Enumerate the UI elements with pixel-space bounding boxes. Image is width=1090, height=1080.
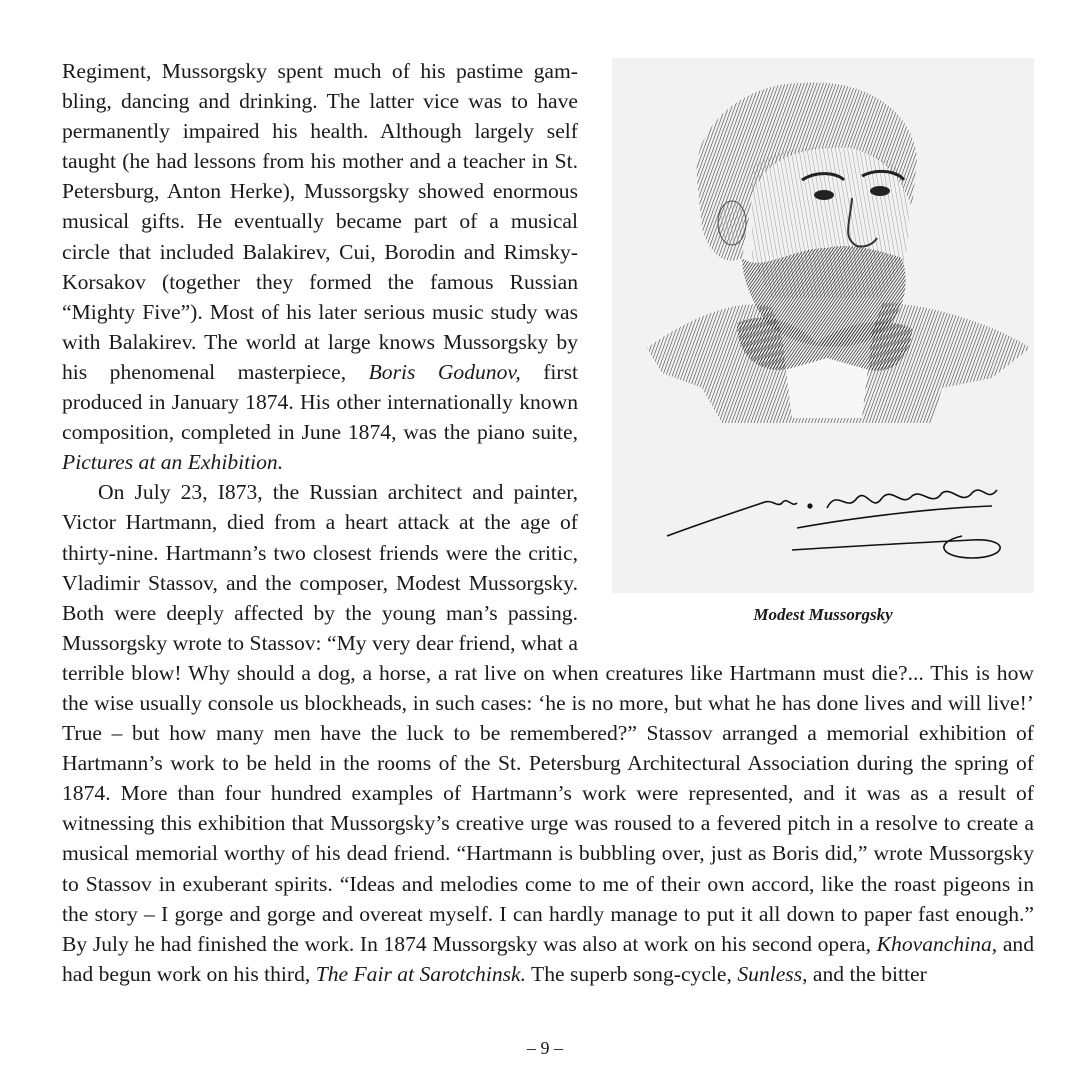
italic-title: Pictures at an Exhibition. xyxy=(62,450,284,475)
text-run: On July 23, I873, the Russian architect and painter, Victor Hartmann, died from a heart attack at the age of thirty-nine. Hartmann’s two closest friends were the critic, Vladimir Stassov, and the composer, Modest Mussorgsky. Both were deeply affected by the young man’s passing. Mussorgsky wrote to Stassov: “My very dear friend, what a terrible blow! Why should a dog, a horse, a rat live on when creatures like Hartmann must die?... This is how the wise usually console us blockheads, in such cases: ‘he is no more, but what he has done lives and will live!’ True – but how many men have the luck to be remembered?” Stassov arranged a memorial exhibition of Hartmann’s work to be held in the rooms of the St. Petersburg Architectural Association during the spring of 1874. More than four hundred examples of Hartmann’s work were represented, and it was as a result of witnessing this exhibition that Mussorgsky’s creative urge was roused to a fevered pitch in a resolve to create a musical memorial worthy of his dead friend. “Hartmann is bubbling over, just as Boris did,” wrote Mussorgsky to Stassov in exuberant spirits. “Ideas and melodies come to me of their own accord, like the roast pigeons in the story – I gorge and gorge and overeat myself. I can hardly manage to put it all down to paper fast enough.” By July he had finished the work. In 1874 Mussorgsky was also at work on his second opera, xyxy=(62,480,1034,956)
figure xyxy=(612,58,1034,625)
page-number: – 9 – xyxy=(527,1038,563,1058)
text-run: first produced in January 1874. His other internationally known composition, completed in June 1874, was the piano suite, xyxy=(62,359,579,445)
text-run: Regiment, Mussorgsky spent much of his pastime gambling, dancing and drinking. The latter vice was to have permanently impaired his health. Although largely self taught (he had lessons from his mother and a teacher in St. Petersburg, Anton Herke), Mussorgsky showed enormous musical gifts. He eventually became part of a musical circle that included Balakirev, Cui, Borodin and Rimsky-Korsakov (together they formed the famous Russian “Mighty Five”). Most of his later serious music study was with Balakirev. The world at large knows Mussorgsky by his phenomenal masterpiece, xyxy=(62,59,578,384)
text-run: and had begun work on his third, xyxy=(62,931,1034,986)
italic-title: Sunless, xyxy=(737,961,808,986)
signature xyxy=(667,490,1000,558)
italic-title: Khovanchina, xyxy=(876,931,998,956)
portrait-engraving xyxy=(612,58,1034,593)
text-run: and the bitter xyxy=(807,961,927,986)
text-run: The superb song-cycle, xyxy=(526,961,738,986)
italic-title: Boris Godunov, xyxy=(368,359,521,384)
italic-title: The Fair at Sarotchinsk. xyxy=(315,961,527,986)
figure-caption: Modest Mussorgsky xyxy=(753,605,893,624)
page-body xyxy=(62,56,1034,989)
portrait-image xyxy=(612,58,1034,593)
